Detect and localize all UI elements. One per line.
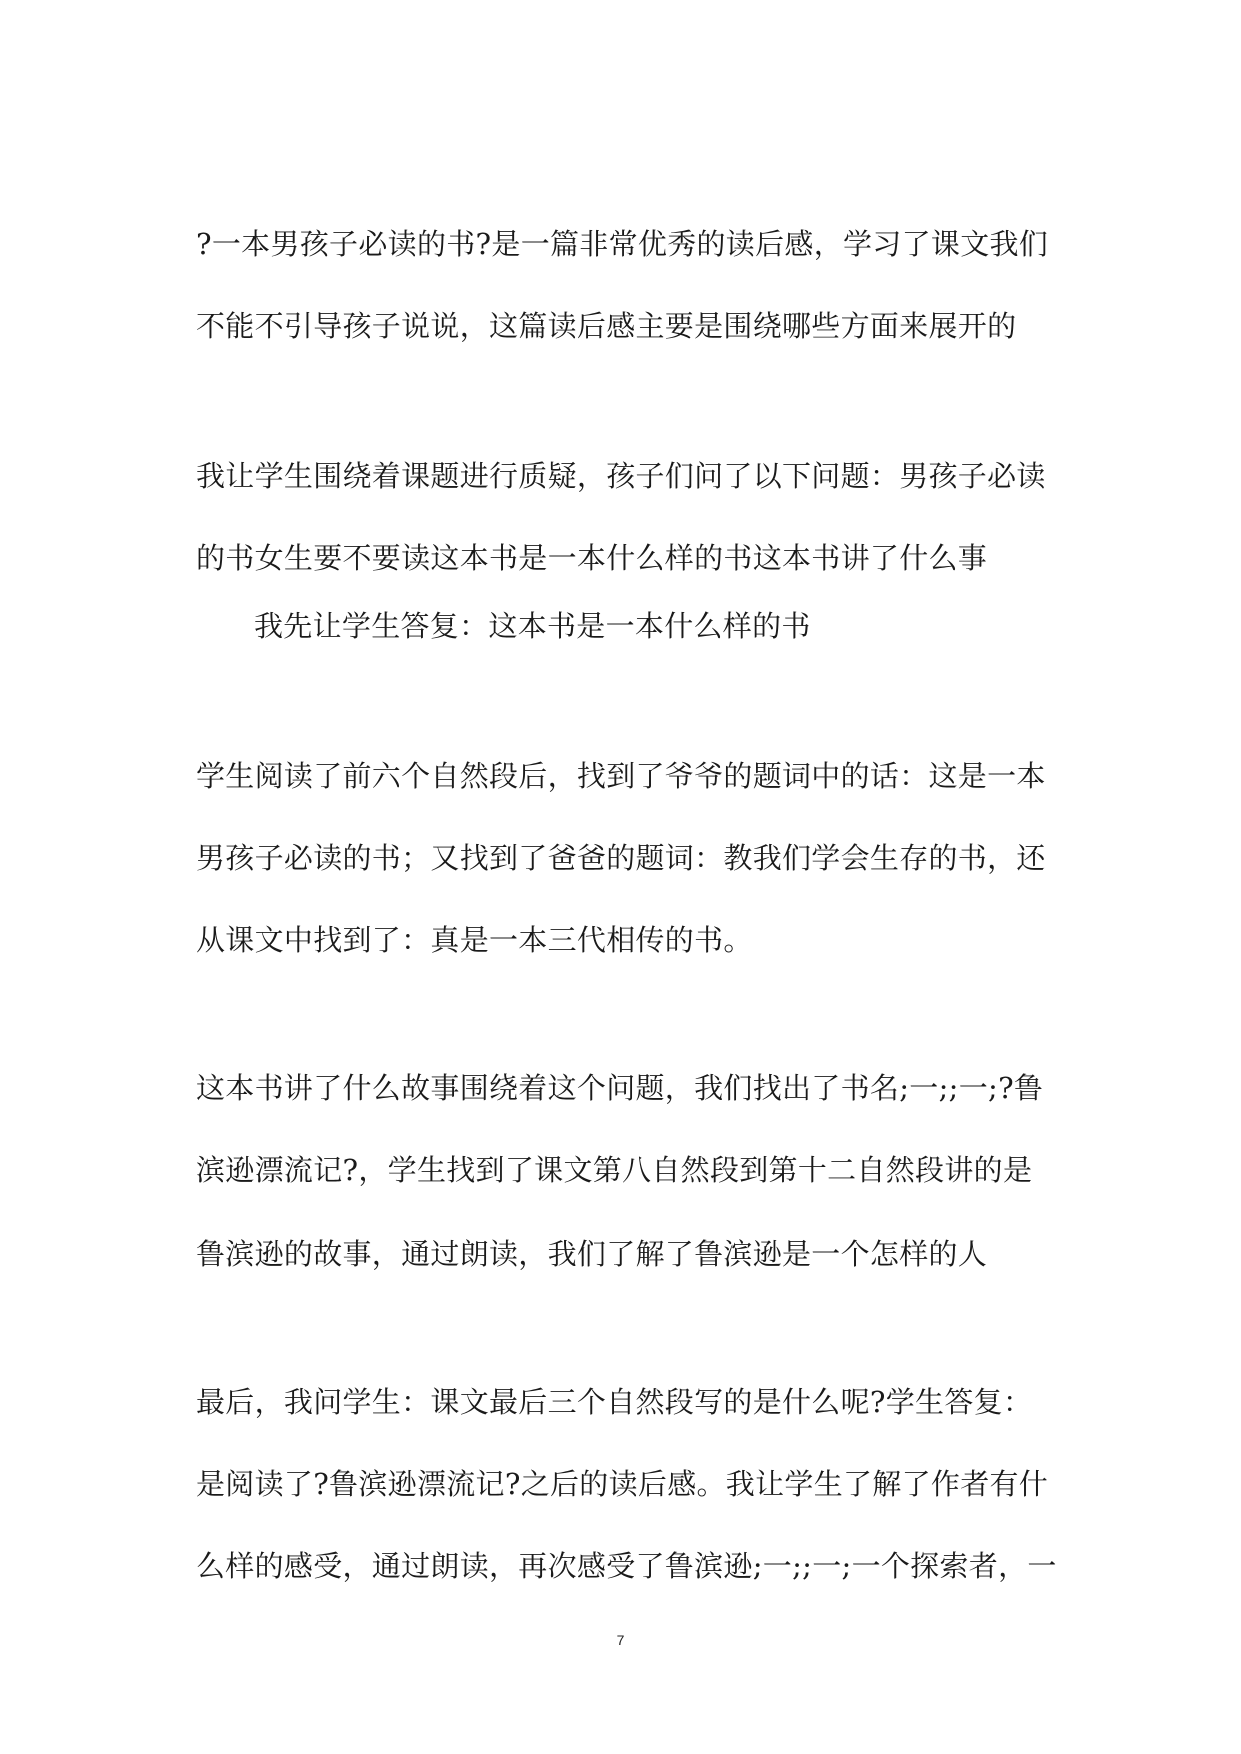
- text-line: 么样的感受，通过朗读，再次感受了鲁滨逊;一;;一;一个探索者，一: [196, 1549, 1057, 1583]
- text-line: 这本书讲了什么故事围绕着这个问题，我们找出了书名;一;;一;?鲁: [196, 1071, 1044, 1105]
- text-line: 不能不引导孩子说说，这篇读后感主要是围绕哪些方面来展开的: [196, 309, 1017, 343]
- text-line: 学生阅读了前六个自然段后，找到了爷爷的题词中的话：这是一本: [196, 759, 1046, 793]
- page-number: 7: [616, 1632, 625, 1648]
- text-line: 最后，我问学生：课文最后三个自然段写的是什么呢?学生答复：: [196, 1385, 1033, 1419]
- text-line: 是阅读了?鲁滨逊漂流记?之后的读后感。我让学生了解了作者有什: [196, 1467, 1049, 1501]
- text-line: ?一本男孩子必读的书?是一篇非常优秀的读后感，学习了课文我们: [196, 227, 1049, 261]
- text-line: 从课文中找到了：真是一本三代相传的书。: [196, 923, 753, 957]
- text-line-indented: 我先让学生答复：这本书是一本什么样的书: [254, 609, 811, 643]
- text-line: 男孩子必读的书；又找到了爸爸的题词：教我们学会生存的书，还: [196, 841, 1046, 875]
- text-line: 滨逊漂流记?，学生找到了课文第八自然段到第十二自然段讲的是: [196, 1153, 1033, 1187]
- text-line: 鲁滨逊的故事，通过朗读，我们了解了鲁滨逊是一个怎样的人: [196, 1237, 988, 1271]
- text-line: 的书女生要不要读这本书是一本什么样的书这本书讲了什么事: [196, 541, 988, 575]
- text-line: 我让学生围绕着课题进行质疑，孩子们问了以下问题：男孩子必读: [196, 459, 1046, 493]
